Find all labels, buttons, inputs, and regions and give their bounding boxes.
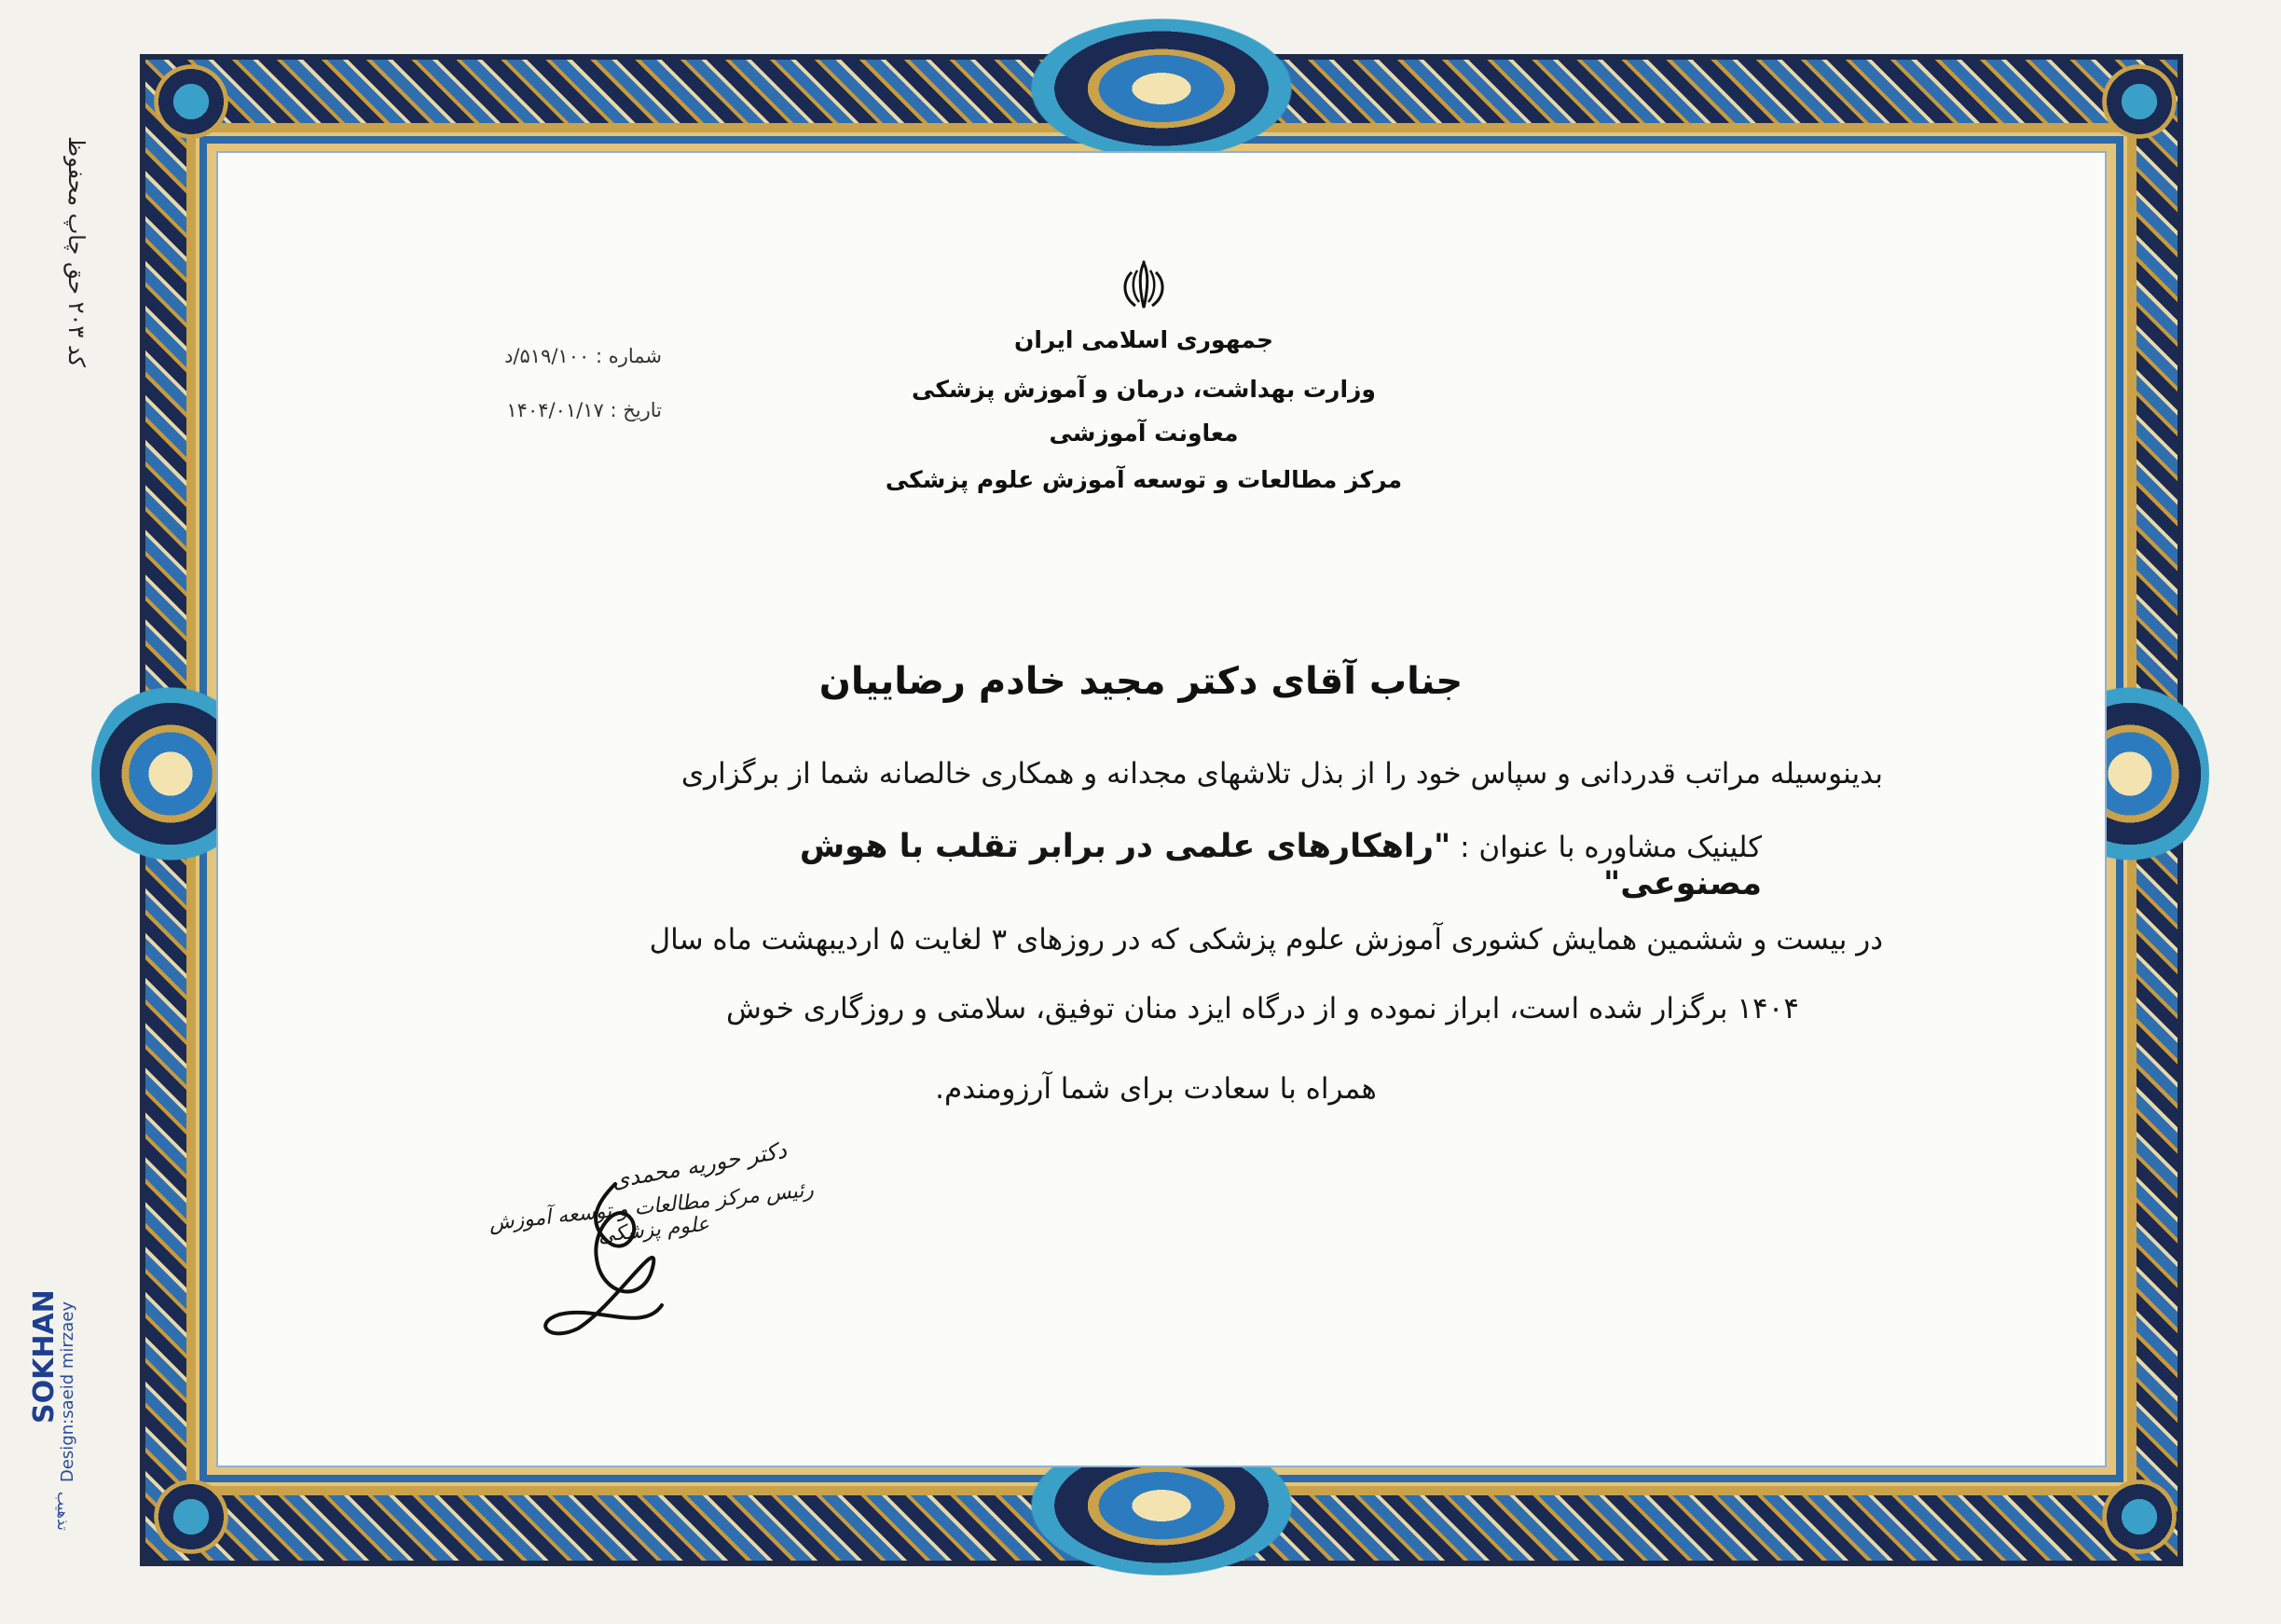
- print-rights-note: کد ۲۰۳ حق چاپ محفوظ: [63, 136, 89, 367]
- recipient-name: جناب آقای دکتر مجید خادم رضاییان: [818, 660, 1463, 703]
- signatory-title: رئیس مرکز مطالعات و توسعه آموزش علوم پزشکی: [488, 1177, 815, 1248]
- corner-ornament-bottom-left: [149, 1475, 233, 1559]
- top-medallion: [1031, 19, 1292, 158]
- signature-scribble: [503, 1165, 727, 1352]
- signature-block: [485, 1136, 820, 1352]
- letterhead-ministry: وزارت بهداشت، درمان و آموزش پزشکی: [912, 376, 1376, 403]
- body-line-4: ۱۴۰۴ برگزار شده است، ابراز نموده و از درگاه ایزد منان توفیق، سلامتی و روزگاری خوش: [725, 992, 1799, 1025]
- iran-emblem-icon: [1115, 259, 1173, 313]
- designer-brand: SOKHAN: [28, 1289, 61, 1424]
- designer-name: Design:saeid mirzaey: [58, 1301, 77, 1482]
- signatory-name: دکتر حوریه محمدی: [610, 1136, 789, 1194]
- reference-date: تاریخ : ۱۴۰۴/۰۱/۱۷: [506, 399, 662, 421]
- corner-ornament-top-left: [149, 60, 233, 144]
- body-line-2-prefix: کلینیک مشاوره با عنوان :: [1460, 831, 1762, 864]
- clinic-title: "راهکارهای علمی در برابر تقلب با هوش مصنوعی": [799, 828, 1762, 902]
- body-line-5: همراه با سعادت برای شما آرزومندم.: [935, 1072, 1377, 1106]
- letterhead-country: جمهوری اسلامی ایران: [1014, 326, 1273, 353]
- reference-number: شماره : ۵۱۹/۱۰۰/د: [504, 345, 662, 367]
- corner-ornament-top-right: [2097, 60, 2181, 144]
- letterhead-center: مرکز مطالعات و توسعه آموزش علوم پزشکی: [885, 466, 1403, 493]
- designer-credit: [26, 1287, 77, 1585]
- designer-fa-label: تذهیب: [54, 1492, 72, 1531]
- letterhead-deputy: معاونت آموزشی: [1049, 420, 1239, 447]
- body-line-1: بدینوسیله مراتب قدردانی و سپاس خود را از بذل تلاشهای مجدانه و همکاری خالصانه شما از برگزاری: [680, 757, 1883, 791]
- body-line-3: در بیست و ششمین همایش کشوری آموزش علوم پزشکی که در روزهای ۳ لغایت ۵ اردیبهشت ماه سال: [649, 923, 1883, 957]
- corner-ornament-bottom-right: [2097, 1475, 2181, 1559]
- body-line-2: [634, 828, 1762, 902]
